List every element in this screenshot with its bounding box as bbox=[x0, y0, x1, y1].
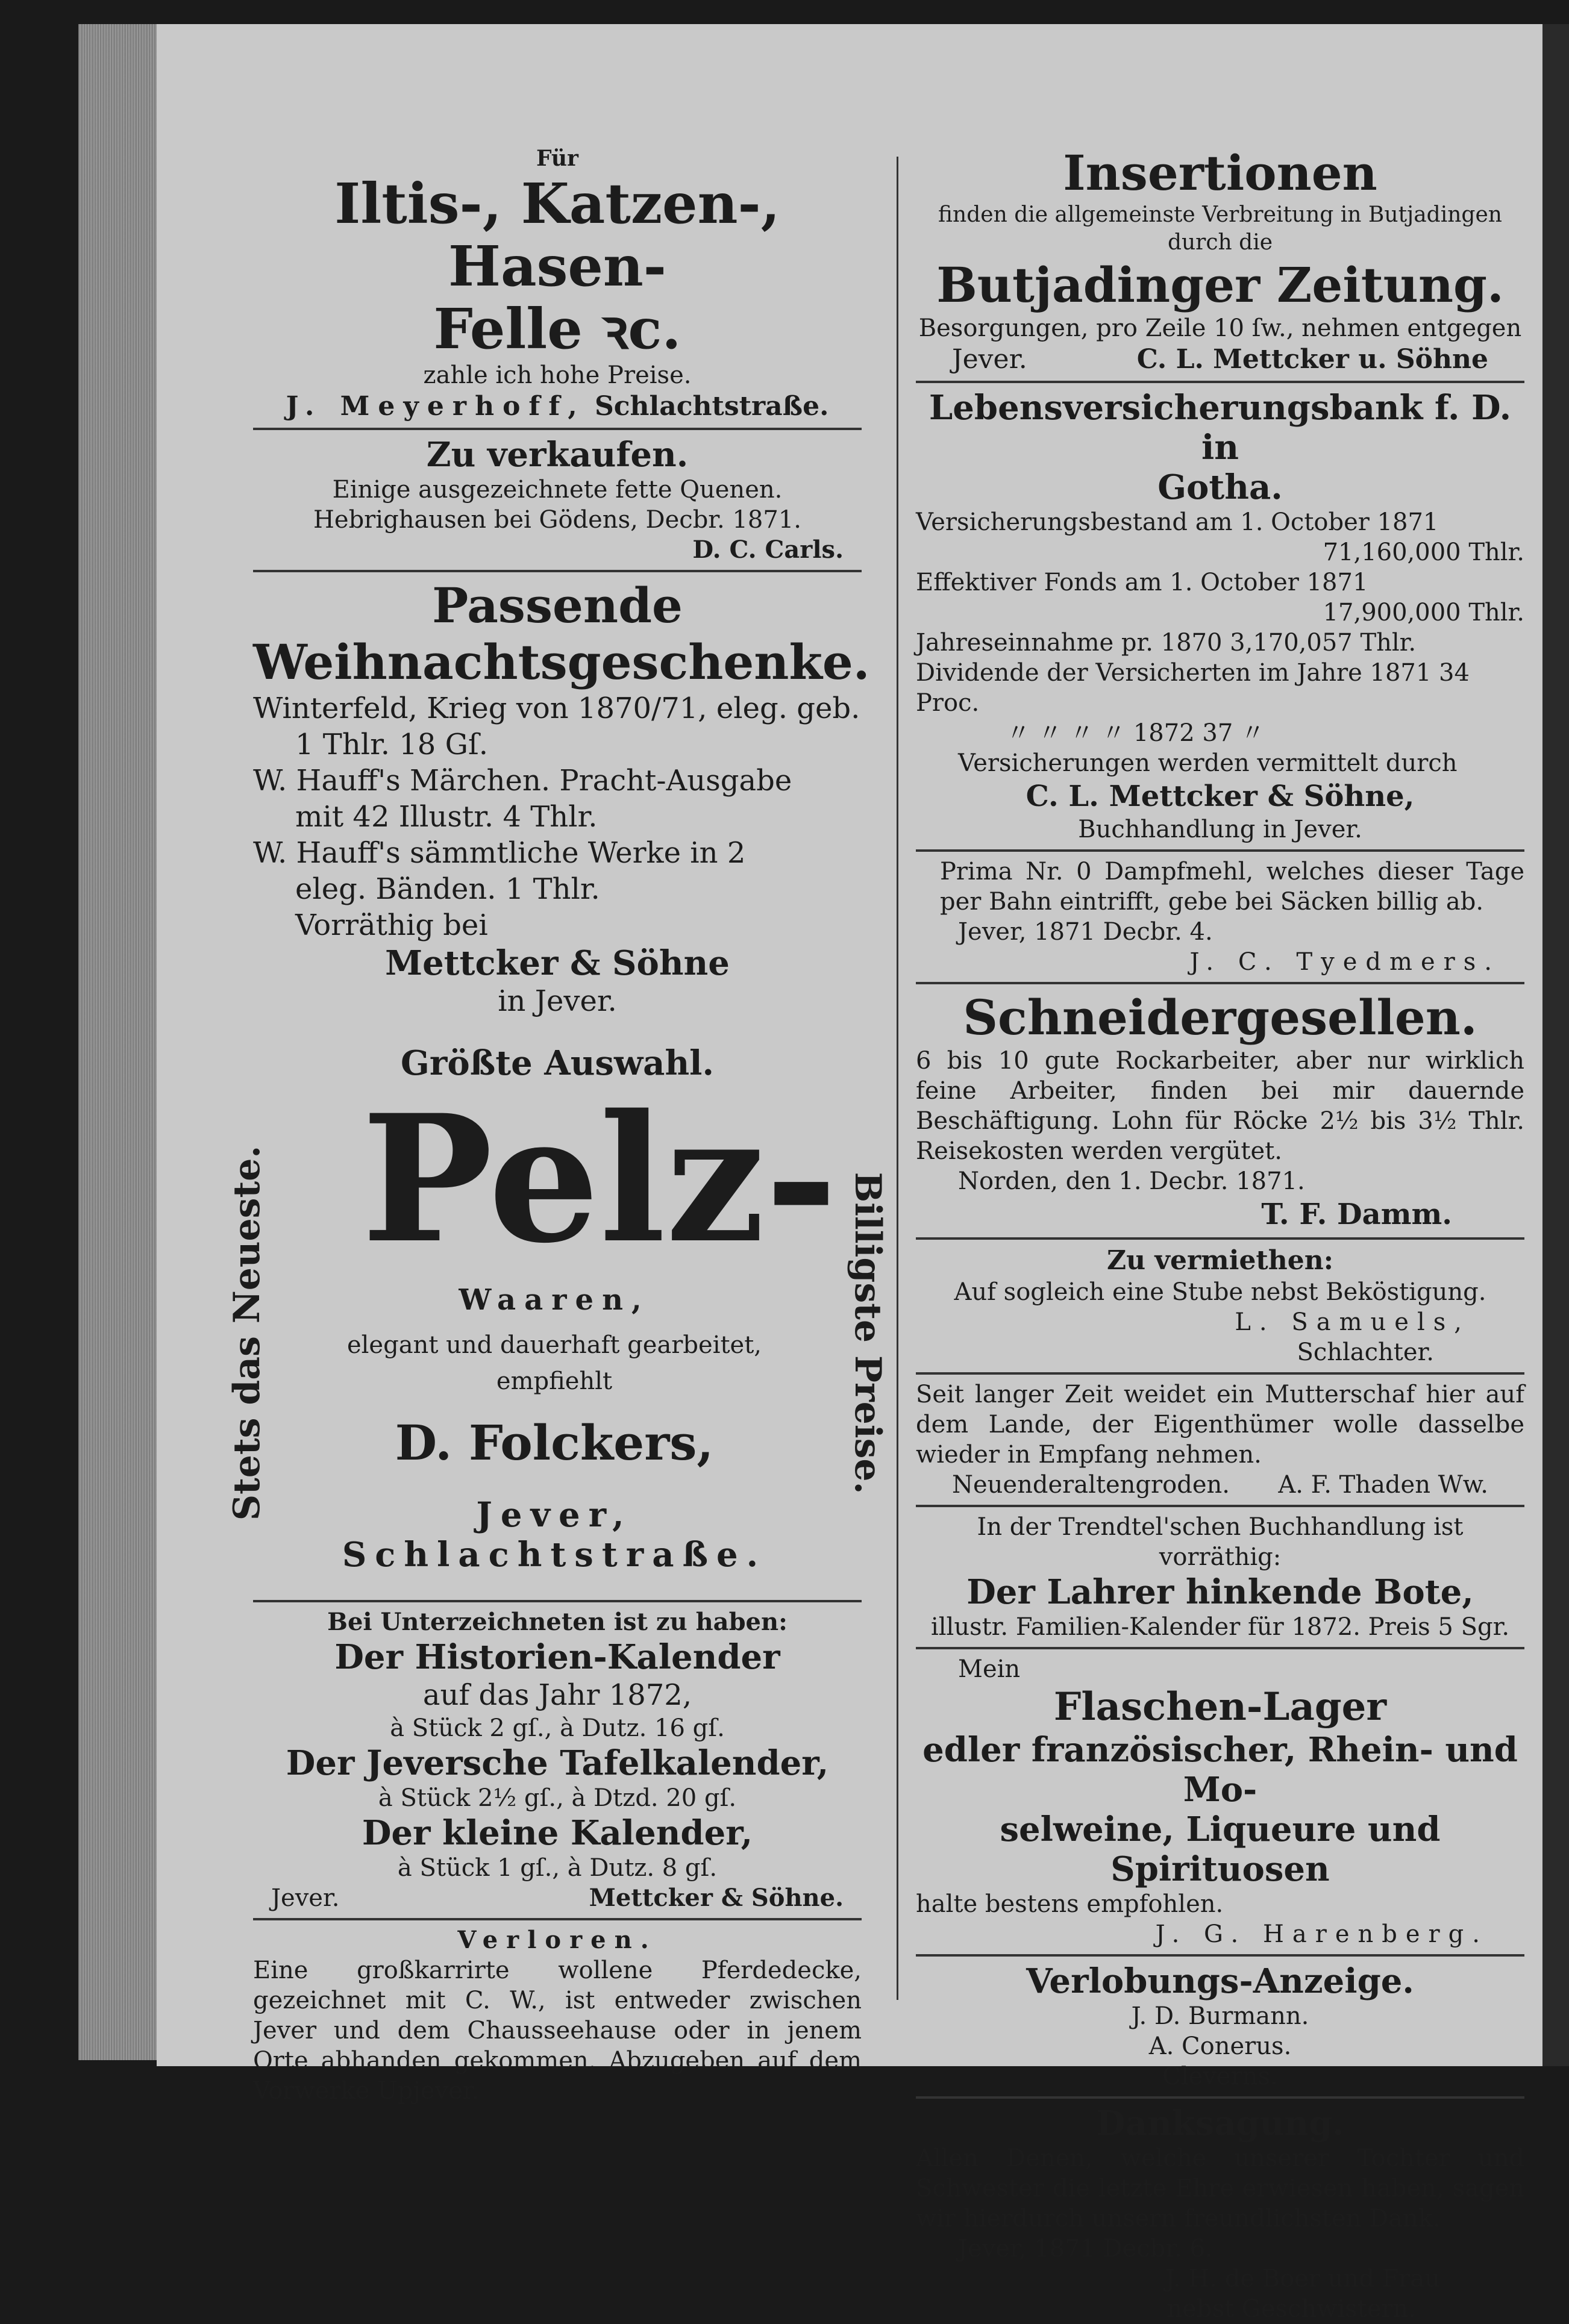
ad-felle-signature bbox=[253, 390, 862, 423]
ad-insertionen-place: Jever. bbox=[952, 344, 1027, 375]
ad-pelz-addr: Jever, Schlachtstraße. bbox=[342, 1495, 767, 1575]
ad-schneider-title: Schneidergesellen. bbox=[963, 989, 1477, 1046]
left-column bbox=[226, 145, 889, 2106]
ad-insertionen-firm: C. L. Mettcker u. Söhne bbox=[1136, 344, 1488, 375]
ad-weihnacht-item1a: Winterfeld, Krieg von 1870/71, eleg. geb. bbox=[253, 692, 860, 725]
ad-weihnacht-place: in Jever. bbox=[498, 984, 617, 1018]
divider-rule bbox=[916, 1237, 1524, 1240]
ad-flaschen-line2: selweine, Liqueure und Spirituosen bbox=[1000, 1810, 1441, 1889]
ad-verlobung-n2: A. Conerus. bbox=[1148, 2032, 1292, 2060]
ad-pelz-side-left: Stets das Neueste. bbox=[226, 1145, 268, 1521]
ad-lebens-l6: Versicherungen werden vermittelt durch bbox=[958, 749, 1458, 777]
book-right-edge bbox=[1542, 24, 1569, 2066]
ad-mutterschaf bbox=[916, 1379, 1524, 1500]
ad-weihnacht-item3b: eleg. Bänden. 1 Thlr. bbox=[295, 872, 600, 906]
ad-kalender-place: Jever. bbox=[271, 1884, 340, 1912]
ad-verlobung bbox=[916, 1961, 1524, 2091]
ad-verkaufen bbox=[253, 435, 862, 565]
ad-insertionen bbox=[916, 145, 1524, 376]
ad-insertionen-footer bbox=[916, 343, 1524, 376]
ad-pelz-inner bbox=[301, 1282, 807, 1575]
ad-weihnacht bbox=[253, 577, 870, 1019]
ad-kalender-k3: Der kleine Kalender, bbox=[362, 1813, 753, 1853]
ad-pelz-line2: empfiehlt bbox=[496, 1367, 613, 1395]
ad-lebens-l4: Dividende der Versicherten im Jahre 1871 34 Proc. bbox=[916, 659, 1470, 717]
ad-kalender-k1: Der Historien-Kalender bbox=[334, 1637, 780, 1677]
ad-insertionen-line1: finden die allgemeinste Verbreitung in Butjadingen bbox=[938, 202, 1502, 227]
ad-schneider bbox=[916, 989, 1524, 1232]
ad-felle bbox=[253, 145, 862, 423]
ad-weihnacht-title2: Weihnachtsgeschenke. bbox=[253, 634, 870, 690]
ad-dank-date: Jever, 1871 Decbr. 6. bbox=[958, 2235, 1213, 2263]
ad-pelz-waaren: Waaren, bbox=[459, 1283, 650, 1317]
book-page-edges bbox=[78, 24, 163, 2060]
divider-rule bbox=[916, 1647, 1524, 1649]
ad-flaschen-line3: halte bestens empfohlen. bbox=[916, 1890, 1224, 1918]
ad-lahrer-line2: illustr. Familien-Kalender für 1872. Preis 5 Sgr. bbox=[930, 1613, 1510, 1641]
ad-pelz-side-right: Billigste Preise. bbox=[847, 1172, 889, 1495]
divider-rule bbox=[253, 1918, 862, 1920]
ad-vermiethen-title: Zu vermiethen: bbox=[1107, 1245, 1333, 1276]
column-divider bbox=[897, 157, 898, 2000]
ad-dampf-date: Jever, 1871 Decbr. 4. bbox=[958, 918, 1213, 946]
ad-mutterschaf-place: Neuenderaltengroden. bbox=[952, 1471, 1230, 1499]
ad-lebens bbox=[916, 388, 1524, 845]
ad-verlobung-place: Cleverns. bbox=[1162, 2063, 1278, 2090]
ad-dank-text: Allen Denen, welche unserer Tochter und Schwester die letzte Ehre erwiesen haben, sagen wir hierdurch unsern freundlichsten Dank. bbox=[916, 2144, 1524, 2232]
ad-schneider-text: 6 bis 10 gute Rockarbeiter, aber nur wirklich feine Arbeiter, finden bei mir dauernde Beschäftigung. Lohn für Röcke 2½ bis 3½ Thlr. Reisekosten werden vergütet. bbox=[916, 1047, 1524, 1165]
divider-rule bbox=[916, 849, 1524, 852]
ad-kalender-footer bbox=[253, 1883, 862, 1913]
ad-schneider-date: Norden, den 1. Decbr. 1871. bbox=[958, 1167, 1305, 1195]
ad-vermiethen bbox=[916, 1245, 1524, 1367]
divider-rule bbox=[916, 1505, 1524, 1507]
divider-rule bbox=[916, 982, 1524, 984]
divider-rule bbox=[916, 1954, 1524, 1957]
ad-weihnacht-title1: Passende bbox=[432, 577, 683, 634]
ad-vermiethen-line: Auf sogleich eine Stube nebst Beköstigung. bbox=[954, 1278, 1486, 1306]
ad-lahrer-line1: In der Trendtel'schen Buchhandlung ist vorräthig: bbox=[977, 1513, 1464, 1571]
ad-felle-title1: Iltis-, Katzen-, Hasen- bbox=[334, 171, 780, 299]
ad-mutterschaf-footer bbox=[916, 1470, 1524, 1500]
ad-kalender-k3a: à Stück 1 gſ., à Dutz. 8 gſ. bbox=[397, 1854, 718, 1882]
ad-dank-title: Danksagung. bbox=[1096, 2104, 1344, 2143]
ad-dampf-sig: J. C. Tyedmers. bbox=[1189, 948, 1500, 976]
ad-verkaufen-line2: Hebrighausen bei Gödens, Decbr. 1871. bbox=[313, 506, 801, 534]
ad-kalender-k2: Der Jeversche Tafelkalender, bbox=[286, 1743, 829, 1783]
ad-felle-fuer: Für bbox=[536, 146, 579, 171]
ad-verloren bbox=[253, 1925, 862, 2106]
ad-mutterschaf-text: Seit langer Zeit weidet ein Mutterschaf hier auf dem Lande, der Eigenthümer wolle dasselbe wieder in Empfang nehmen. bbox=[916, 1381, 1524, 1469]
ad-lebens-firm: C. L. Mettcker & Söhne, bbox=[1026, 779, 1415, 813]
divider-rule bbox=[916, 1372, 1524, 1375]
ad-verloren-text: Eine großkarrirte wollene Pferdedecke, gezeichnet mit C. W., ist entweder zwischen Jever und dem Chausseehause oder in jenem Orte abhanden gekommen. Abzugeben auf dem Vorwerke Upjever. bbox=[253, 1957, 862, 2105]
ad-insertionen-line2: durch die bbox=[1167, 230, 1273, 255]
ad-verlobung-n1: J. D. Burmann. bbox=[1131, 2002, 1309, 2030]
ad-weihnacht-firm: Mettcker & Söhne bbox=[385, 943, 730, 983]
ad-dank-sig2: nebst Geschwistern. bbox=[1167, 2295, 1416, 2323]
ad-dank bbox=[916, 2104, 1524, 2324]
ad-felle-line: zahle ich hohe Preise. bbox=[423, 361, 692, 389]
ad-kalender-k1a: auf das Jahr 1872, bbox=[422, 1678, 692, 1712]
ad-weihnacht-stock: Vorräthig bei bbox=[295, 908, 488, 942]
ad-insertionen-paper: Butjadinger Zeitung. bbox=[936, 257, 1504, 313]
ad-verloren-title: Verloren. bbox=[457, 1926, 657, 1954]
ad-lebens-l3: Jahreseinnahme pr. 1870 3,170,057 Thlr. bbox=[916, 629, 1417, 657]
ad-flaschen-title: Flaschen-Lager bbox=[1053, 1684, 1387, 1729]
ad-mutterschaf-sig: A. F. Thaden Ww. bbox=[1278, 1471, 1488, 1499]
ad-vermiethen-sig: L. Samuels, bbox=[1235, 1308, 1470, 1336]
ad-felle-title2: Felle ꝛc. bbox=[433, 296, 681, 361]
ad-felle-sig-name: J. Meyerhoff, bbox=[286, 391, 586, 422]
ad-schneider-sig: T. F. Damm. bbox=[1261, 1198, 1452, 1231]
divider-rule bbox=[253, 1600, 862, 1602]
ad-weihnacht-item2a: W. Hauff's Märchen. Pracht-Ausgabe bbox=[253, 764, 792, 798]
divider-rule bbox=[253, 428, 862, 430]
ad-pelz bbox=[226, 1043, 889, 1595]
ad-flaschen-mein: Mein bbox=[958, 1655, 1021, 1683]
ad-pelz-line1: elegant und dauerhaft gearbeitet, bbox=[346, 1331, 762, 1359]
ad-kalender-k1b: à Stück 2 gſ., à Dutz. 16 gſ. bbox=[390, 1714, 725, 1742]
ad-flaschen-line1: edler französischer, Rhein- und Mo- bbox=[922, 1730, 1518, 1810]
divider-rule bbox=[916, 381, 1524, 383]
ad-flaschen-sig: J. G. Harenberg. bbox=[1155, 1920, 1488, 1948]
ad-dank-sig: J. H. de Boer und Frau bbox=[1165, 2265, 1440, 2293]
ad-pelz-box bbox=[226, 1077, 889, 1595]
ad-kalender-k2a: à Stück 2½ gſ., à Dtzd. 20 gſ. bbox=[378, 1784, 737, 1812]
ad-lebens-l2: Effektiver Fonds am 1. October 1871 bbox=[916, 569, 1368, 596]
divider-rule bbox=[916, 2096, 1524, 2099]
ad-lahrer-title: Der Lahrer hinkende Bote, bbox=[966, 1572, 1474, 1612]
ad-verlobung-title: Verlobungs-Anzeige. bbox=[1026, 1961, 1414, 2001]
ad-pelz-name: D. Folckers, bbox=[395, 1414, 714, 1471]
ad-verkaufen-line1: Einige ausgezeichnete fette Quenen. bbox=[332, 476, 783, 504]
ad-lebens-l5: 〃 〃 〃 〃 1872 37 〃 bbox=[1006, 719, 1265, 747]
ad-verkaufen-title: Zu verkaufen. bbox=[426, 435, 689, 475]
ad-lahrer bbox=[916, 1512, 1524, 1642]
ad-dampf-text: Prima Nr. 0 Dampfmehl, welches dieser Tage per Bahn eintrifft, gebe bei Säcken billig ab. bbox=[940, 858, 1524, 916]
ad-dampfmehl bbox=[916, 857, 1524, 977]
ad-verkaufen-sig: D. C. Carls. bbox=[692, 536, 844, 564]
ad-lebens-l1: Versicherungsbestand am 1. October 1871 bbox=[916, 508, 1439, 536]
ad-weihnacht-item3a: W. Hauff's sämmtliche Werke in 2 bbox=[253, 836, 746, 870]
ad-lebens-l2v: 17,900,000 Thlr. bbox=[1323, 599, 1524, 626]
ad-kalender-firm: Mettcker & Söhne. bbox=[589, 1884, 844, 1912]
right-column bbox=[916, 145, 1524, 2324]
ad-kalender bbox=[253, 1607, 862, 1913]
ad-pelz-top: Größte Auswahl. bbox=[401, 1043, 714, 1083]
ad-kalender-intro: Bei Unterzeichneten ist zu haben: bbox=[327, 1608, 788, 1636]
ad-lebens-firm2: Buchhandlung in Jever. bbox=[1078, 816, 1362, 843]
ad-weihnacht-item1b: 1 Thlr. 18 Gſ. bbox=[295, 728, 488, 761]
ad-felle-sig-street: Schlachtstraße. bbox=[594, 391, 829, 422]
ad-vermiethen-sig2: Schlachter. bbox=[1297, 1338, 1434, 1366]
ad-flaschen bbox=[916, 1654, 1524, 1949]
ad-lebens-l1v: 71,160,000 Thlr. bbox=[1323, 539, 1524, 566]
ad-insertionen-line3: Besorgungen, pro Zeile 10 ſw., nehmen entgegen bbox=[918, 314, 1522, 342]
ad-lebens-title1: Lebensversicherungsbank f. D. in bbox=[929, 388, 1512, 467]
ad-insertionen-title: Insertionen bbox=[1063, 145, 1377, 201]
ad-pelz-big: Pelz- bbox=[362, 1077, 838, 1282]
ad-lebens-title2: Gotha. bbox=[1157, 467, 1283, 507]
divider-rule bbox=[253, 570, 862, 572]
ad-weihnacht-item2b: mit 42 Illustr. 4 Thlr. bbox=[295, 800, 598, 834]
